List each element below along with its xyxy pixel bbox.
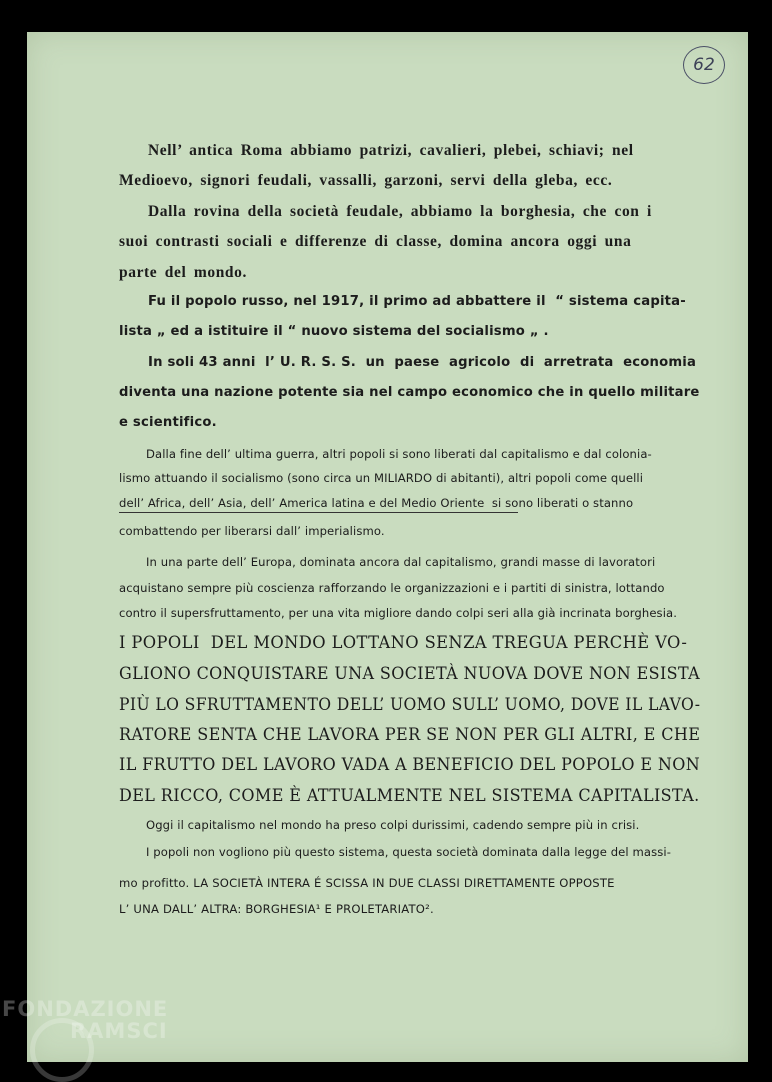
paragraph7-line5: IL FRUTTO DEL LAVORO VADA A BENEFICIO DEL POPOLO E NON — [119, 755, 701, 774]
handwritten-underline — [119, 512, 518, 513]
archive-watermark — [2, 997, 169, 1043]
paragraph8-line1: Oggi il capitalismo nel mondo ha preso colpi durissimi, cadendo sempre più in crisi. — [146, 818, 640, 832]
watermark-line1: FONDAZIONE — [2, 997, 169, 1021]
paragraph2-line3: parte del mondo. — [119, 264, 247, 281]
paragraph5-line1: Dalla fine dell’ ultima guerra, altri popoli si sono liberati dal capitalismo e dal colonia- — [146, 447, 652, 461]
paragraph9-line1: I popoli non vogliono più questo sistema, questa società dominata dalla legge del massi- — [146, 845, 671, 859]
paragraph4-line1: In soli 43 anni l’ U. R. S. S. un paese agricolo di arretrata economia — [148, 355, 697, 370]
paragraph1-line2: Medioevo, signori feudali, vassalli, garzoni, servi della gleba, ecc. — [119, 172, 613, 189]
paragraph6-line2: acquistano sempre più coscienza rafforzando le organizzazioni e i partiti di sinistra, lottando — [119, 581, 665, 595]
paragraph7-line2: GLIONO CONQUISTARE UNA SOCIETÀ NUOVA DOVE NON ESISTA — [119, 664, 701, 683]
paragraph2-line1: Dalla rovina della società feudale, abbiamo la borghesia, che con i — [148, 203, 652, 220]
paragraph6-line3: contro il supersfruttamento, per una vita migliore dando colpi seri alla già incrinata borghesia. — [119, 606, 678, 620]
paragraph3-line2: lista „ ed a istituire il “ nuovo sistema del socialismo „ . — [119, 324, 549, 339]
paragraph9-line2: mo profitto. LA SOCIETÀ INTERA É SCISSA IN DUE CLASSI DIRETTAMENTE OPPOSTE — [119, 876, 615, 890]
paragraph7-line1: I POPOLI DEL MONDO LOTTANO SENZA TREGUA PERCHÈ VO- — [119, 633, 688, 652]
paragraph5-line2: lismo attuando il socialismo (sono circa un MILIARDO di abitanti), altri popoli come quelli — [119, 471, 644, 485]
watermark-line2: RAMSCI — [70, 1019, 168, 1043]
paragraph7-line4: RATORE SENTA CHE LAVORA PER SE NON PER GLI ALTRI, E CHE — [119, 725, 701, 744]
paragraph4-line2: diventa una nazione potente sia nel campo economico che in quello militare — [119, 385, 700, 400]
paragraph1-line1: Nell’ antica Roma abbiamo patrizi, cavalieri, plebei, schiavi; nel — [148, 142, 634, 159]
paragraph4-line3: e scientifico. — [119, 415, 217, 430]
paragraph7-line6: DEL RICCO, COME È ATTUALMENTE NEL SISTEMA CAPITALISTA. — [119, 786, 700, 805]
page-number: 62 — [693, 55, 715, 75]
paragraph2-line2: suoi contrasti sociali e differenze di classe, domina ancora oggi una — [119, 233, 632, 250]
paragraph5-line3: dell’ Africa, dell’ Asia, dell’ America latina e del Medio Oriente si sono liberati o stanno — [119, 496, 634, 510]
paragraph9-line3: L’ UNA DALL’ ALTRA: BORGHESIA¹ E PROLETARIATO². — [119, 902, 434, 916]
paragraph6-line1: In una parte dell’ Europa, dominata ancora dal capitalismo, grandi masse di lavoratori — [146, 555, 656, 569]
paragraph3-line1: Fu il popolo russo, nel 1917, il primo ad abbattere il “ sistema capita- — [148, 294, 686, 309]
page-number-stamp — [683, 46, 725, 84]
paragraph7-line3: PIÙ LO SFRUTTAMENTO DELL’ UOMO SULL’ UOMO, DOVE IL LAVO- — [119, 695, 701, 714]
paragraph5-line4: combattendo per liberarsi dall’ imperialismo. — [119, 524, 385, 538]
